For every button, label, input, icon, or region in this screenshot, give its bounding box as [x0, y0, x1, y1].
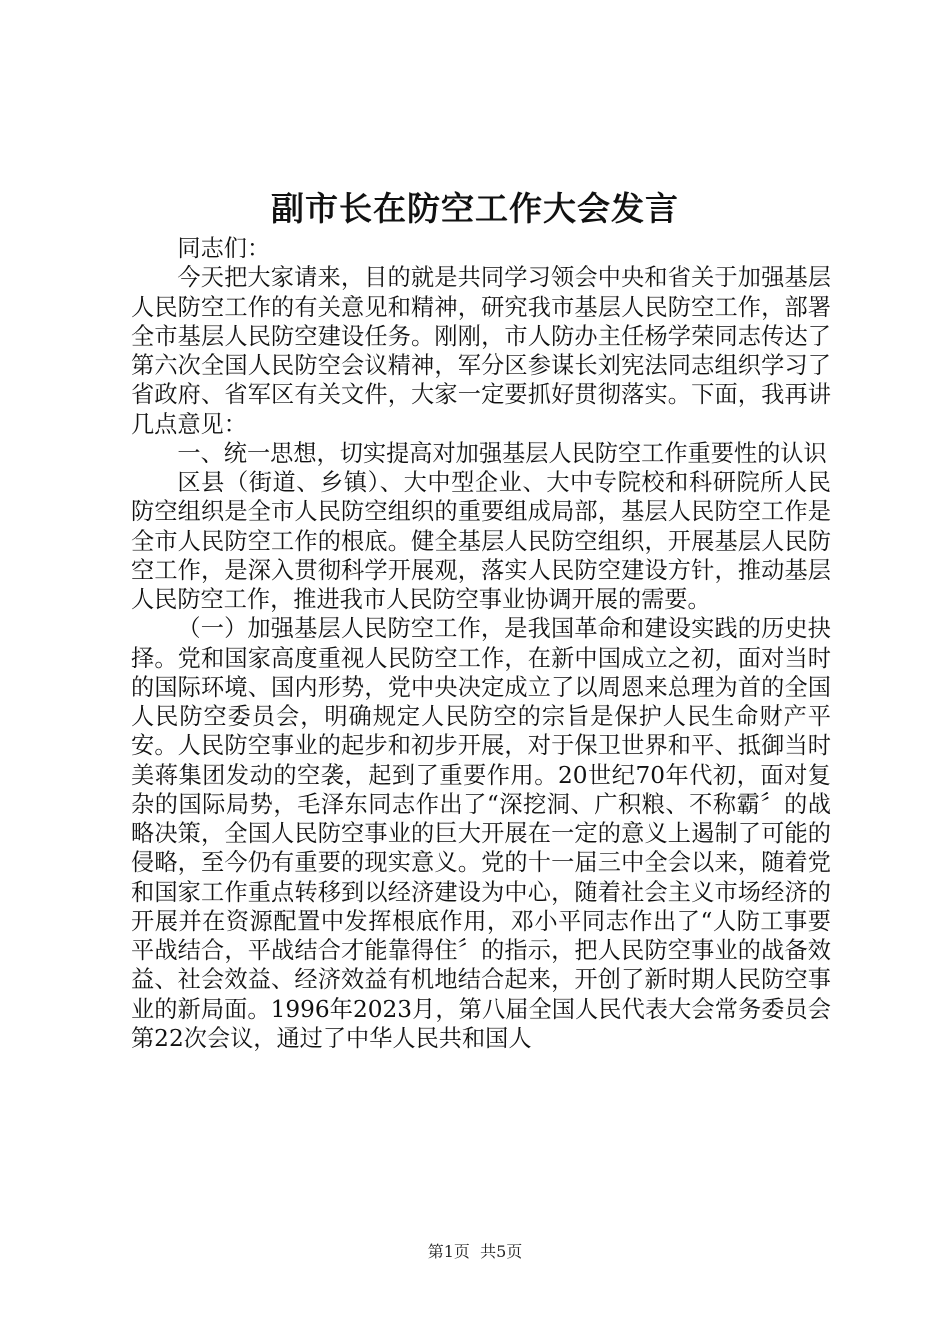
- page-footer: [0, 1240, 950, 1264]
- salutation-paragraph: 同志们：: [177, 235, 271, 262]
- document-body: [131, 234, 831, 1053]
- body-paragraph: 区县（街道、乡镇）、大中型企业、大中专院校和科研院所人民防空组织是全市人民防空组织的重要组成局部，基层人民防空工作是全市人民防空工作的根底。健全基层人民防空组织，开展基层人民防空工作，是深入贯彻科学开展观，落实人民防空建设方针，推动基层人民防空工作，推进我市人民防空事业协调开展的需要。: [131, 469, 831, 613]
- body-paragraph: （一）加强基层人民防空工作，是我国革命和建设实践的历史抉择。党和国家高度重视人民防空工作，在新中国成立之初，面对当时的国际环境、国内形势，党中央决定成立了以周恩来总理为首的全国人民防空委员会，明确规定人民防空的宗旨是保护人民生命财产平安。人民防空事业的起步和初步开展，对于保卫世界和平、抵御当时美蒋集团发动的空袭，起到了重要作用。20世纪70年代初，面对复杂的国际局势，毛泽东同志作出了“深挖洞、广积粮、不称霸〞的战略决策，全国人民防空事业的巨大开展在一定的意义上遏制了可能的侵略，至今仍有重要的现实意义。党的十一届三中全会以来，随着党和国家工作重点转移到以经济建设为中心，随着社会主义市场经济的开展并在资源配置中发挥根底作用，邓小平同志作出了“人防工事要平战结合，平战结合才能靠得住〞的指示，把人民防空事业的战备效益、社会效益、经济效益有机地结合起来，开创了新时期人民防空事业的新局面。1996年2023月，第八届全国人民代表大会常务委员会第22次会议，通过了中华人民共和国人: [131, 615, 831, 1052]
- intro-paragraph: 今天把大家请来，目的就是共同学习领会中央和省关于加强基层人民防空工作的有关意见和精神，研究我市基层人民防空工作，部署全市基层人民防空建设任务。刚刚，市人防办主任杨学荣同志传达了第六次全国人民防空会议精神，军分区参谋长刘宪法同志组织学习了省政府、省军区有关文件，大家一定要抓好贯彻落实。下面，我再讲几点意见：: [131, 264, 831, 438]
- document-title: 副市长在防空工作大会发言: [271, 189, 679, 228]
- section-heading-1: 一、统一思想，切实提高对加强基层人民防空工作重要性的认识: [177, 439, 827, 467]
- page-number-text: 第1页 共5页: [427, 1242, 523, 1261]
